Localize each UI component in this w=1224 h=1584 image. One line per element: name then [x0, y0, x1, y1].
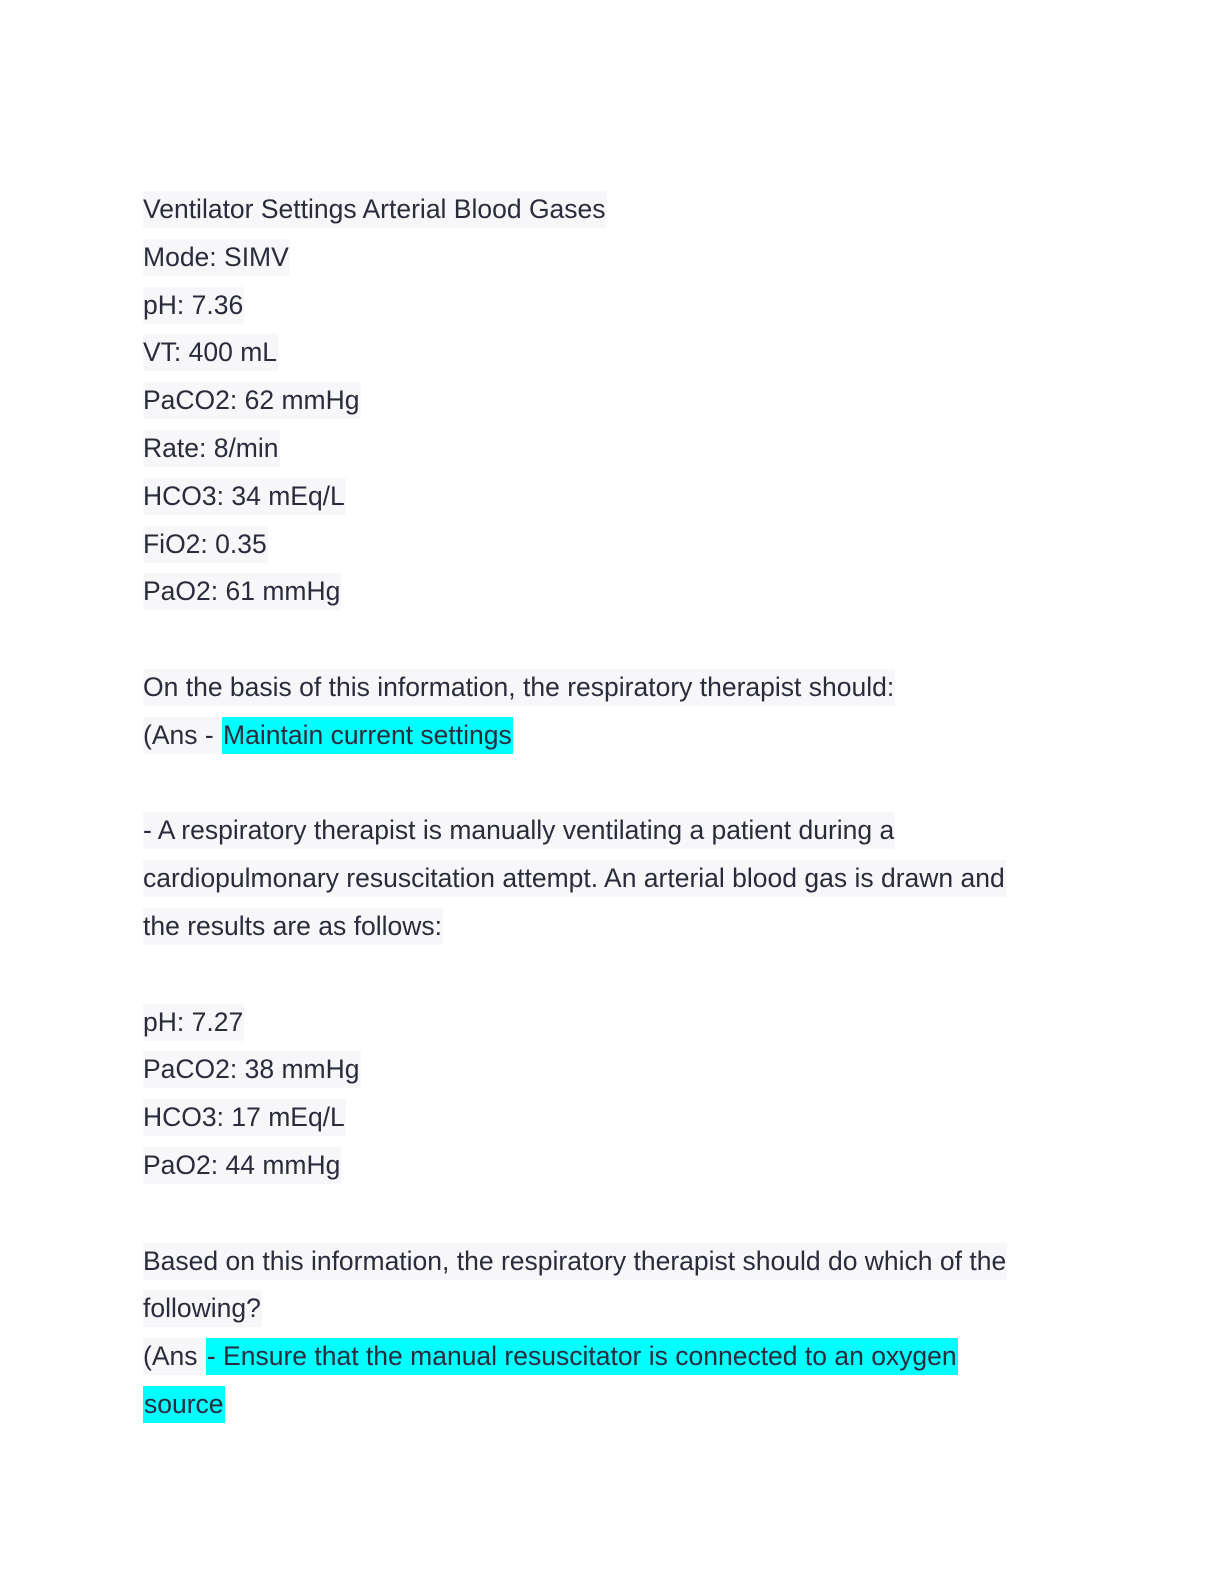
block1-answer-line	[143, 712, 1073, 760]
block1-answer-prefix: (Ans -	[143, 717, 222, 754]
block2-question-line	[143, 903, 1073, 951]
block2-answer-prefix: (Ans	[143, 1338, 206, 1375]
paco2-result: PaCO2: 38 mmHg	[143, 1051, 361, 1088]
block2-prompt-text: following?	[143, 1290, 262, 1327]
spacer	[143, 616, 1073, 664]
block1-line	[143, 234, 1073, 282]
ph-value: pH: 7.36	[143, 287, 244, 324]
mode-value: Mode: SIMV	[143, 239, 290, 276]
block2-question-text: - A respiratory therapist is manually ventilating a patient during a	[143, 812, 895, 849]
block1-line	[143, 425, 1073, 473]
block2-prompt-line	[143, 1285, 1073, 1333]
fio2-value: FiO2: 0.35	[143, 526, 268, 563]
rate-value: Rate: 8/min	[143, 430, 280, 467]
block2-answer-highlight: - Ensure that the manual resuscitator is connected to an oxygen	[206, 1338, 958, 1375]
block1-line	[143, 521, 1073, 569]
paco2-value: PaCO2: 62 mmHg	[143, 382, 361, 419]
spacer	[143, 760, 1073, 808]
pao2-value: PaO2: 61 mmHg	[143, 573, 341, 610]
vt-value: VT: 400 mL	[143, 334, 278, 371]
block1-answer-highlight: Maintain current settings	[222, 717, 513, 754]
block1-line	[143, 473, 1073, 521]
hco3-result: HCO3: 17 mEq/L	[143, 1099, 346, 1136]
block2-result-line	[143, 1094, 1073, 1142]
block1-question: On the basis of this information, the respiratory therapist should:	[143, 669, 895, 706]
block1-line	[143, 329, 1073, 377]
hco3-value: HCO3: 34 mEq/L	[143, 478, 346, 515]
block2-answer-highlight-cont: source	[143, 1386, 225, 1423]
block1-line	[143, 568, 1073, 616]
block2-question-line	[143, 807, 1073, 855]
block1-question-line	[143, 664, 1073, 712]
block2-result-line	[143, 1046, 1073, 1094]
spacer	[143, 951, 1073, 999]
spacer	[143, 1190, 1073, 1238]
block2-result-line	[143, 1142, 1073, 1190]
block2-question-text: the results are as follows:	[143, 908, 443, 945]
block2-question-line	[143, 855, 1073, 903]
block1-line	[143, 377, 1073, 425]
block2-prompt-text: Based on this information, the respiratory therapist should do which of the	[143, 1243, 1007, 1280]
block2-answer-line	[143, 1333, 1073, 1381]
pao2-result: PaO2: 44 mmHg	[143, 1147, 341, 1184]
block2-result-line	[143, 999, 1073, 1047]
block2-prompt-line	[143, 1238, 1073, 1286]
block2-question-text: cardiopulmonary resuscitation attempt. An arterial blood gas is drawn and	[143, 860, 1006, 897]
document-page	[143, 186, 1073, 1429]
block1-line	[143, 282, 1073, 330]
ph-result: pH: 7.27	[143, 1004, 244, 1041]
block1-heading: Ventilator Settings Arterial Blood Gases	[143, 191, 607, 228]
block2-answer-line	[143, 1381, 1073, 1429]
block1-heading-line	[143, 186, 1073, 234]
